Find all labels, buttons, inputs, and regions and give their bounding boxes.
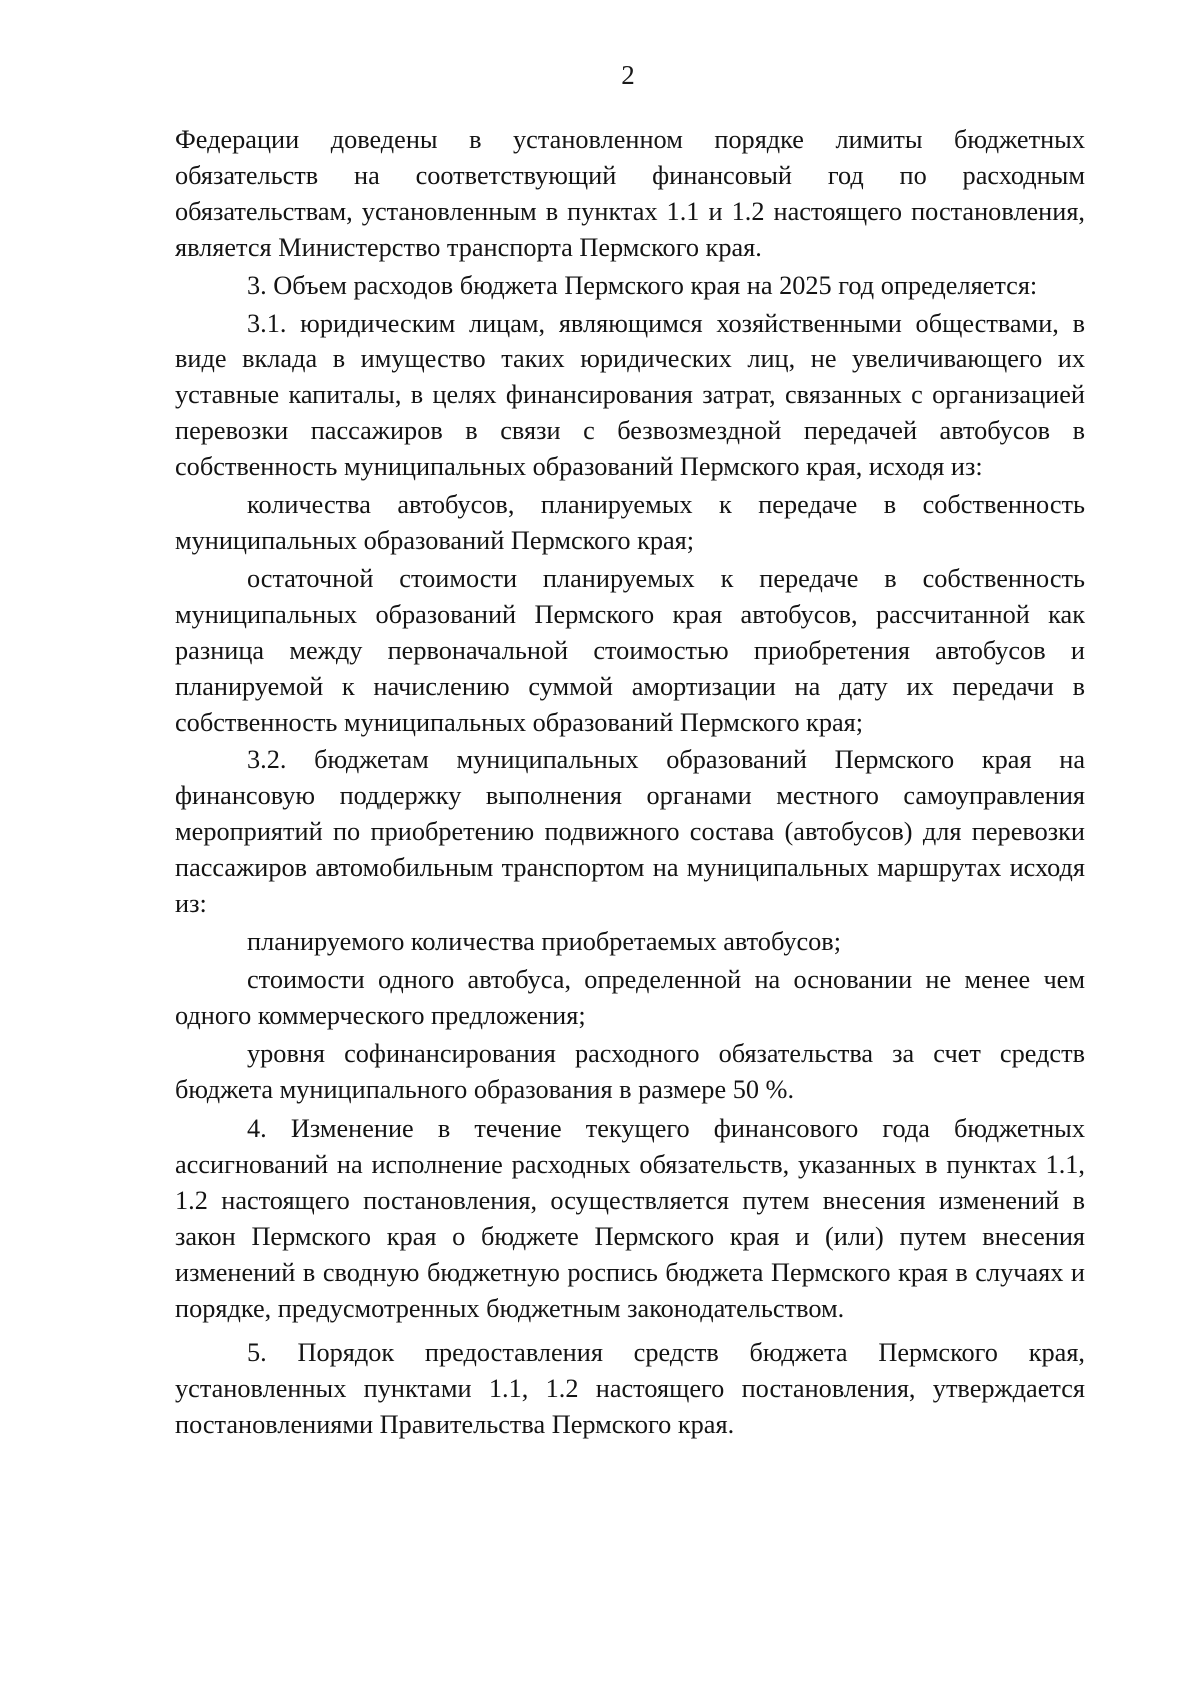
paragraph-item-3: 3. Объем расходов бюджета Пермского края на 2025 год определяется: xyxy=(247,270,1038,300)
paragraph-cofinancing: уровня софинансирования расходного обязательства за счет средств бюджета муниципального образования в размере 50 %. xyxy=(175,1038,1085,1104)
document-body xyxy=(175,122,1085,1443)
paragraph-item-3-1: 3.1. юридическим лицам, являющимся хозяйственными обществами, в виде вклада в имущество таких юридических лиц, не увеличивающего их уставные капиталы, в целях финансирования затрат, связанных с организацией перевозки пассажиров в связи с безвозмездной передачей автобусов в собственность муниципальных образований Пермского края, исходя из: xyxy=(175,308,1085,482)
paragraph-bus-cost: стоимости одного автобуса, определенной на основании не менее чем одного коммерческого предложения; xyxy=(175,964,1085,1030)
paragraph-bus-count: количества автобусов, планируемых к передаче в собственность муниципальных образований Пермского края; xyxy=(175,490,1085,555)
paragraph-item-3-2: 3.2. бюджетам муниципальных образований Пермского края на финансовую поддержку выполнения органами местного самоуправления мероприятий по приобретению подвижного состава (автобусов) для перевозки пассажиров автомобильным транспортом на муниципальных маршрутах исходя из: xyxy=(175,745,1085,919)
page-number: 2 xyxy=(621,60,635,90)
paragraph-item-4: 4. Изменение в течение текущего финансового года бюджетных ассигнований на исполнение расходных обязательств, указанных в пунктах 1.1, 1.2 настоящего постановления, осуществляется путем внесения изменений в закон Пермского края о бюджете Пермского края и (или) путем внесения изменений в сводную бюджетную роспись бюджета Пермского края в случаях и порядке, предусмотренных бюджетным законодательством. xyxy=(175,1114,1085,1323)
paragraph-item-5: 5. Порядок предоставления средств бюджета Пермского края, установленных пунктами 1.1, 1.2 настоящего постановления, утверждается постановлениями Правительства Пермского края. xyxy=(175,1337,1085,1439)
paragraph-continuation: Федерации доведены в установленном порядке лимиты бюджетных обязательств на соответствующий финансовый год по расходным обязательствам, установленным в пунктах 1.1 и 1.2 настоящего постановления, является Министерство транспорта Пермского края. xyxy=(175,125,1085,262)
paragraph-planned-buses: планируемого количества приобретаемых автобусов; xyxy=(247,926,842,956)
paragraph-residual-value: остаточной стоимости планируемых к передаче в собственность муниципальных образований Пермского края автобусов, рассчитанной как разница между первоначальной стоимостью приобретения автобусов и планируемой к начислению суммой амортизации на дату их передачи в собственность муниципальных образований Пермского края; xyxy=(175,563,1085,737)
